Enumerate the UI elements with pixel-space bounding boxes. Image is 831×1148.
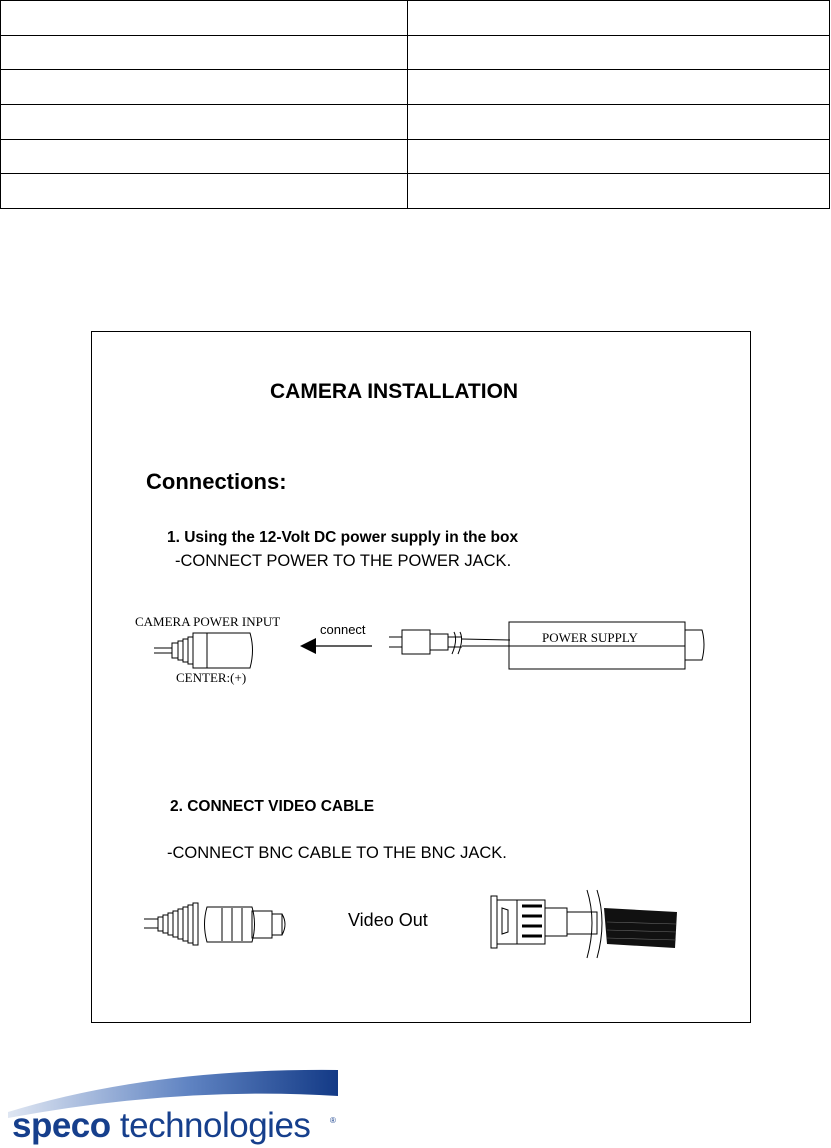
registered-mark: ®: [330, 1116, 336, 1125]
video-out-label: Video Out: [348, 910, 428, 930]
video-connection-diagram: [92, 872, 752, 962]
table-row: [1, 104, 830, 139]
power-supply-label: POWER SUPPLY: [542, 630, 638, 645]
table-cell: [1, 70, 408, 105]
center-polarity-label: CENTER:(+): [176, 670, 247, 685]
table-cell: [408, 139, 830, 174]
logo-brand-light: technologies: [110, 1106, 311, 1145]
table-cell: [408, 1, 830, 36]
power-connection-diagram: [92, 332, 752, 732]
camera-power-jack-icon: [154, 633, 253, 668]
table-cell: [1, 35, 408, 70]
camera-power-input-label: CAMERA POWER INPUT: [135, 614, 281, 629]
table-cell: [1, 1, 408, 36]
table-row: [1, 35, 830, 70]
connections-heading: Connections:: [146, 469, 287, 494]
arrow-left-icon: [300, 638, 372, 654]
table-row: [1, 1, 830, 36]
connect-label: connect: [320, 622, 366, 637]
video-cable-icon: [604, 908, 677, 948]
table-cell: [1, 139, 408, 174]
spec-table: [0, 0, 830, 209]
table-cell: [1, 104, 408, 139]
table-cell: [408, 104, 830, 139]
speco-logo-text: [12, 1108, 310, 1143]
table-row: [1, 174, 830, 209]
bnc-cable-connector-icon: [491, 890, 602, 958]
logo-brand-bold: speco: [12, 1106, 111, 1145]
table-row: [1, 70, 830, 105]
table-cell: [408, 70, 830, 105]
camera-bnc-jack-icon: [144, 903, 285, 945]
table-cell: [408, 174, 830, 209]
step1-heading: 1. Using the 12-Volt DC power supply in the box: [167, 529, 519, 546]
installation-title: CAMERA INSTALLATION: [270, 380, 519, 403]
camera-installation-box: [91, 331, 751, 1023]
step1-instruction: -CONNECT POWER TO THE POWER JACK.: [175, 552, 512, 570]
step2-heading: 2. CONNECT VIDEO CABLE: [170, 798, 375, 815]
table-row: [1, 139, 830, 174]
table-cell: [408, 35, 830, 70]
table-cell: [1, 174, 408, 209]
power-plug-icon: [389, 630, 510, 654]
step2-instruction: -CONNECT BNC CABLE TO THE BNC JACK.: [167, 844, 507, 862]
